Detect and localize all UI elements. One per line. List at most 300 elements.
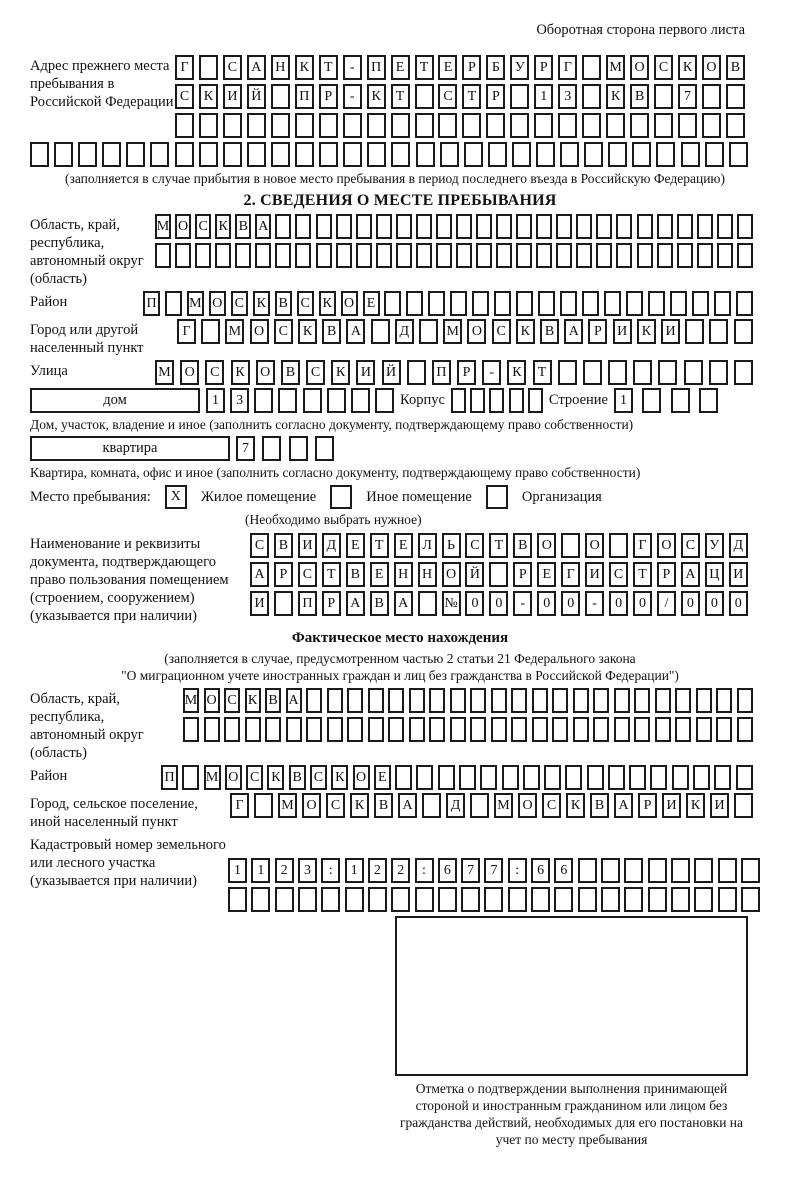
form-cell[interactable]	[54, 142, 73, 167]
form-cell[interactable]: К	[350, 793, 369, 818]
form-cell[interactable]	[582, 113, 601, 138]
form-cell[interactable]	[536, 214, 552, 239]
form-cell[interactable]	[702, 84, 721, 109]
form-cell[interactable]	[608, 765, 625, 790]
form-cell[interactable]: О	[256, 360, 275, 385]
form-cell[interactable]	[671, 858, 690, 883]
form-cell[interactable]	[489, 562, 508, 587]
form-cell[interactable]	[657, 214, 673, 239]
form-cell[interactable]	[286, 717, 302, 742]
form-cell[interactable]	[78, 142, 97, 167]
form-cell[interactable]: У	[705, 533, 724, 558]
form-cell[interactable]	[694, 858, 713, 883]
form-cell[interactable]: С	[297, 291, 314, 316]
form-cell[interactable]	[502, 765, 519, 790]
form-cell[interactable]: С	[175, 84, 194, 109]
form-cell[interactable]: 7	[678, 84, 697, 109]
form-cell[interactable]	[315, 436, 334, 461]
form-cell[interactable]: А	[614, 793, 633, 818]
form-cell[interactable]	[657, 243, 673, 268]
form-cell[interactable]	[416, 243, 432, 268]
form-cell[interactable]	[624, 887, 643, 912]
form-cell[interactable]: Р	[513, 562, 532, 587]
form-cell[interactable]	[609, 533, 628, 558]
form-cell[interactable]	[684, 360, 703, 385]
form-cell[interactable]: М	[606, 55, 625, 80]
form-cell[interactable]	[509, 388, 524, 413]
form-cell[interactable]	[271, 84, 290, 109]
form-cell[interactable]: В	[235, 214, 251, 239]
form-cell[interactable]	[593, 717, 609, 742]
form-cell[interactable]: И	[662, 793, 681, 818]
form-cell[interactable]	[532, 717, 548, 742]
form-cell[interactable]: М	[155, 360, 174, 385]
form-cell[interactable]: В	[275, 291, 292, 316]
form-cell[interactable]: В	[322, 319, 341, 344]
form-cell[interactable]	[438, 887, 457, 912]
form-cell[interactable]: В	[630, 84, 649, 109]
form-cell[interactable]	[409, 717, 425, 742]
form-cell[interactable]	[255, 243, 271, 268]
form-cell[interactable]: С	[195, 214, 211, 239]
form-cell[interactable]: И	[250, 591, 269, 616]
form-cell[interactable]: С	[326, 793, 345, 818]
form-cell[interactable]: 1	[345, 858, 364, 883]
form-cell[interactable]	[347, 688, 363, 713]
form-cell[interactable]: :	[508, 858, 527, 883]
form-cell[interactable]	[630, 113, 649, 138]
form-cell[interactable]: С	[274, 319, 293, 344]
form-cell[interactable]	[737, 214, 753, 239]
form-cell[interactable]: С	[310, 765, 327, 790]
form-cell[interactable]: 2	[275, 858, 294, 883]
form-cell[interactable]: 6	[438, 858, 457, 883]
form-cell[interactable]: Б	[486, 55, 505, 80]
form-cell[interactable]: К	[637, 319, 656, 344]
form-cell[interactable]	[183, 717, 199, 742]
form-cell[interactable]: А	[681, 562, 700, 587]
form-cell[interactable]	[303, 388, 322, 413]
form-cell[interactable]: 7	[484, 858, 503, 883]
form-cell[interactable]: Е	[391, 55, 410, 80]
form-cell[interactable]	[582, 55, 601, 80]
form-cell[interactable]: И	[223, 84, 242, 109]
form-cell[interactable]	[729, 142, 748, 167]
form-cell[interactable]	[251, 887, 270, 912]
form-cell[interactable]: В	[370, 591, 389, 616]
form-cell[interactable]: -	[343, 55, 362, 80]
form-cell[interactable]: Г	[561, 562, 580, 587]
form-cell[interactable]: Т	[533, 360, 552, 385]
form-cell[interactable]	[391, 887, 410, 912]
form-cell[interactable]: С	[224, 688, 240, 713]
form-cell[interactable]	[604, 291, 621, 316]
form-cell[interactable]	[637, 243, 653, 268]
form-cell[interactable]	[450, 717, 466, 742]
form-cell[interactable]: -	[513, 591, 532, 616]
form-cell[interactable]: Д	[322, 533, 341, 558]
form-cell[interactable]	[544, 765, 561, 790]
form-cell[interactable]	[696, 717, 712, 742]
form-cell[interactable]	[558, 113, 577, 138]
form-cell[interactable]	[451, 388, 466, 413]
form-cell[interactable]	[480, 765, 497, 790]
form-cell[interactable]	[388, 717, 404, 742]
form-cell[interactable]	[670, 291, 687, 316]
form-cell[interactable]	[734, 360, 753, 385]
form-cell[interactable]	[327, 717, 343, 742]
form-cell[interactable]	[456, 214, 472, 239]
form-cell[interactable]: С	[298, 562, 317, 587]
form-cell[interactable]	[601, 858, 620, 883]
form-cell[interactable]	[650, 765, 667, 790]
form-cell[interactable]: М	[155, 214, 171, 239]
form-cell[interactable]: Т	[370, 533, 389, 558]
form-cell[interactable]	[321, 887, 340, 912]
form-cell[interactable]	[516, 243, 532, 268]
form-cell[interactable]: -	[585, 591, 604, 616]
form-cell[interactable]	[419, 319, 438, 344]
form-cell[interactable]: О	[180, 360, 199, 385]
form-cell[interactable]	[345, 887, 364, 912]
form-cell[interactable]: О	[467, 319, 486, 344]
form-cell[interactable]: К	[245, 688, 261, 713]
form-cell[interactable]	[484, 887, 503, 912]
form-cell[interactable]	[215, 243, 231, 268]
form-cell[interactable]	[476, 214, 492, 239]
form-cell[interactable]: 6	[554, 858, 573, 883]
form-cell[interactable]: С	[205, 360, 224, 385]
form-cell[interactable]	[654, 84, 673, 109]
form-cell[interactable]	[685, 319, 704, 344]
form-cell[interactable]: 0	[633, 591, 652, 616]
form-cell[interactable]	[692, 291, 709, 316]
form-cell[interactable]: Д	[395, 319, 414, 344]
form-cell[interactable]	[654, 113, 673, 138]
form-cell[interactable]	[675, 717, 691, 742]
form-cell[interactable]	[532, 688, 548, 713]
form-cell[interactable]	[347, 717, 363, 742]
form-cell[interactable]: О	[518, 793, 537, 818]
form-cell[interactable]: /	[657, 591, 676, 616]
form-cell[interactable]: Н	[394, 562, 413, 587]
form-cell[interactable]: Т	[633, 562, 652, 587]
form-cell[interactable]: К	[215, 214, 231, 239]
form-cell[interactable]	[561, 533, 580, 558]
form-cell[interactable]: К	[516, 319, 535, 344]
form-cell[interactable]: 0	[729, 591, 748, 616]
form-cell[interactable]	[587, 765, 604, 790]
form-cell[interactable]: В	[590, 793, 609, 818]
form-cell[interactable]	[608, 360, 627, 385]
form-cell[interactable]: П	[143, 291, 160, 316]
form-cell[interactable]	[714, 291, 731, 316]
form-cell[interactable]: Г	[558, 55, 577, 80]
form-cell[interactable]	[578, 858, 597, 883]
form-cell[interactable]	[295, 214, 311, 239]
form-cell[interactable]	[523, 765, 540, 790]
form-cell[interactable]: М	[204, 765, 221, 790]
form-cell[interactable]: П	[295, 84, 314, 109]
form-cell[interactable]	[736, 765, 753, 790]
form-cell[interactable]	[658, 360, 677, 385]
form-cell[interactable]: 1	[206, 388, 225, 413]
form-cell[interactable]: П	[432, 360, 451, 385]
form-cell[interactable]	[371, 319, 390, 344]
form-cell[interactable]	[637, 214, 653, 239]
form-cell[interactable]: Е	[363, 291, 380, 316]
form-cell[interactable]	[407, 360, 426, 385]
form-cell[interactable]: Т	[322, 562, 341, 587]
form-cell[interactable]: С	[681, 533, 700, 558]
form-cell[interactable]: В	[513, 533, 532, 558]
form-cell[interactable]	[488, 142, 507, 167]
form-cell[interactable]	[375, 388, 394, 413]
form-cell[interactable]: Д	[446, 793, 465, 818]
form-cell[interactable]	[614, 688, 630, 713]
form-cell[interactable]	[356, 214, 372, 239]
form-cell[interactable]: К	[331, 360, 350, 385]
form-cell[interactable]	[699, 388, 718, 413]
form-cell[interactable]: В	[346, 562, 365, 587]
form-cell[interactable]: Е	[394, 533, 413, 558]
form-cell[interactable]: О	[225, 765, 242, 790]
form-cell[interactable]	[298, 887, 317, 912]
form-cell[interactable]	[489, 388, 504, 413]
form-cell[interactable]	[275, 243, 291, 268]
form-cell[interactable]	[462, 113, 481, 138]
form-cell[interactable]	[560, 291, 577, 316]
form-cell[interactable]	[494, 291, 511, 316]
form-cell[interactable]	[275, 214, 291, 239]
form-cell[interactable]	[224, 717, 240, 742]
form-cell[interactable]	[560, 142, 579, 167]
form-cell[interactable]: 2	[391, 858, 410, 883]
form-cell[interactable]	[616, 243, 632, 268]
form-cell[interactable]: 0	[537, 591, 556, 616]
form-cell[interactable]	[247, 113, 266, 138]
form-cell[interactable]	[175, 243, 191, 268]
form-cell[interactable]: К	[678, 55, 697, 80]
form-cell[interactable]: М	[278, 793, 297, 818]
form-cell[interactable]: К	[231, 360, 250, 385]
form-cell[interactable]: К	[566, 793, 585, 818]
form-cell[interactable]: 7	[461, 858, 480, 883]
form-cell[interactable]	[476, 243, 492, 268]
form-cell[interactable]	[584, 142, 603, 167]
form-cell[interactable]: В	[281, 360, 300, 385]
form-cell[interactable]	[624, 858, 643, 883]
form-cell[interactable]: О	[302, 793, 321, 818]
form-cell[interactable]	[718, 858, 737, 883]
form-cell[interactable]: Р	[588, 319, 607, 344]
form-cell[interactable]	[367, 113, 386, 138]
form-cell[interactable]	[677, 243, 693, 268]
form-cell[interactable]: 0	[561, 591, 580, 616]
form-cell[interactable]: Е	[346, 533, 365, 558]
form-cell[interactable]	[472, 291, 489, 316]
form-cell[interactable]: К	[199, 84, 218, 109]
form-cell[interactable]	[737, 717, 753, 742]
form-cell[interactable]	[388, 688, 404, 713]
form-cell[interactable]: Р	[486, 84, 505, 109]
form-cell[interactable]: П	[298, 591, 317, 616]
form-cell[interactable]	[608, 142, 627, 167]
form-cell[interactable]: Т	[415, 55, 434, 80]
form-cell[interactable]	[429, 688, 445, 713]
form-cell[interactable]	[714, 765, 731, 790]
form-cell[interactable]	[734, 793, 753, 818]
form-cell[interactable]: 0	[681, 591, 700, 616]
form-cell[interactable]	[384, 291, 401, 316]
form-cell[interactable]: :	[321, 858, 340, 883]
form-cell[interactable]	[677, 214, 693, 239]
form-cell[interactable]	[30, 142, 49, 167]
form-cell[interactable]	[496, 214, 512, 239]
form-cell[interactable]: С	[223, 55, 242, 80]
form-cell[interactable]: №	[442, 591, 461, 616]
form-cell[interactable]	[438, 113, 457, 138]
form-cell[interactable]	[391, 142, 410, 167]
form-cell[interactable]: О	[442, 562, 461, 587]
form-cell[interactable]: С	[306, 360, 325, 385]
form-cell[interactable]	[717, 214, 733, 239]
form-cell[interactable]	[306, 717, 322, 742]
form-cell[interactable]: К	[253, 291, 270, 316]
form-cell[interactable]	[436, 214, 452, 239]
form-cell[interactable]: И	[613, 319, 632, 344]
form-cell[interactable]: Г	[177, 319, 196, 344]
form-cell[interactable]	[391, 113, 410, 138]
form-cell[interactable]: Й	[247, 84, 266, 109]
form-cell[interactable]	[510, 113, 529, 138]
form-cell[interactable]	[709, 360, 728, 385]
form-cell[interactable]: Т	[489, 533, 508, 558]
form-cell[interactable]	[470, 388, 485, 413]
form-cell[interactable]	[271, 142, 290, 167]
form-cell[interactable]	[368, 717, 384, 742]
form-cell[interactable]: 6	[531, 858, 550, 883]
form-cell[interactable]	[702, 113, 721, 138]
form-cell[interactable]: :	[415, 858, 434, 883]
form-cell[interactable]: И	[729, 562, 748, 587]
form-cell[interactable]	[511, 717, 527, 742]
form-cell[interactable]: 2	[368, 858, 387, 883]
stay-option-residential-checkbox[interactable]: X	[165, 485, 187, 509]
form-cell[interactable]	[336, 214, 352, 239]
form-cell[interactable]	[556, 243, 572, 268]
form-cell[interactable]	[429, 717, 445, 742]
form-cell[interactable]	[528, 388, 543, 413]
form-cell[interactable]	[461, 887, 480, 912]
form-cell[interactable]	[697, 243, 713, 268]
form-cell[interactable]	[629, 765, 646, 790]
form-cell[interactable]	[440, 142, 459, 167]
form-cell[interactable]: А	[564, 319, 583, 344]
form-cell[interactable]	[632, 142, 651, 167]
form-cell[interactable]: Ц	[705, 562, 724, 587]
form-cell[interactable]: Т	[391, 84, 410, 109]
form-cell[interactable]	[418, 591, 437, 616]
form-cell[interactable]	[593, 688, 609, 713]
form-cell[interactable]: С	[250, 533, 269, 558]
form-cell[interactable]: М	[225, 319, 244, 344]
form-cell[interactable]	[741, 858, 760, 883]
form-cell[interactable]	[709, 319, 728, 344]
form-cell[interactable]	[565, 765, 582, 790]
form-cell[interactable]	[696, 688, 712, 713]
form-cell[interactable]	[356, 243, 372, 268]
form-cell[interactable]	[223, 113, 242, 138]
form-cell[interactable]: Е	[370, 562, 389, 587]
form-cell[interactable]	[199, 142, 218, 167]
form-cell[interactable]	[254, 793, 273, 818]
form-cell[interactable]: Р	[638, 793, 657, 818]
form-cell[interactable]	[456, 243, 472, 268]
form-cell[interactable]: -	[343, 84, 362, 109]
form-cell[interactable]: И	[710, 793, 729, 818]
form-cell[interactable]	[583, 360, 602, 385]
form-cell[interactable]	[705, 142, 724, 167]
form-cell[interactable]	[576, 214, 592, 239]
form-cell[interactable]	[102, 142, 121, 167]
form-cell[interactable]	[558, 360, 577, 385]
form-cell[interactable]: 3	[298, 858, 317, 883]
form-cell[interactable]	[409, 688, 425, 713]
form-cell[interactable]	[422, 793, 441, 818]
form-cell[interactable]	[376, 243, 392, 268]
form-cell[interactable]: И	[298, 533, 317, 558]
form-cell[interactable]	[336, 243, 352, 268]
form-cell[interactable]	[247, 142, 266, 167]
form-cell[interactable]: М	[187, 291, 204, 316]
form-cell[interactable]: Р	[319, 84, 338, 109]
form-cell[interactable]	[416, 142, 435, 167]
form-cell[interactable]	[717, 243, 733, 268]
form-cell[interactable]	[648, 291, 665, 316]
form-cell[interactable]	[199, 113, 218, 138]
form-cell[interactable]: А	[250, 562, 269, 587]
form-cell[interactable]	[265, 717, 281, 742]
form-cell[interactable]: Г	[633, 533, 652, 558]
form-cell[interactable]	[734, 319, 753, 344]
form-cell[interactable]	[235, 243, 251, 268]
form-cell[interactable]	[165, 291, 182, 316]
form-cell[interactable]	[150, 142, 169, 167]
form-cell[interactable]	[368, 688, 384, 713]
form-cell[interactable]: 1	[534, 84, 553, 109]
form-cell[interactable]: 0	[609, 591, 628, 616]
form-cell[interactable]	[415, 887, 434, 912]
form-cell[interactable]: У	[510, 55, 529, 80]
form-cell[interactable]	[573, 688, 589, 713]
form-cell[interactable]	[675, 688, 691, 713]
form-cell[interactable]: П	[367, 55, 386, 80]
stay-option-organization-checkbox[interactable]	[486, 485, 508, 509]
form-cell[interactable]	[601, 887, 620, 912]
form-cell[interactable]: 1	[614, 388, 633, 413]
form-cell[interactable]	[556, 214, 572, 239]
form-cell[interactable]: К	[298, 319, 317, 344]
form-cell[interactable]	[648, 858, 667, 883]
form-cell[interactable]	[204, 717, 220, 742]
form-cell[interactable]	[376, 214, 392, 239]
form-cell[interactable]: О	[204, 688, 220, 713]
form-cell[interactable]	[616, 214, 632, 239]
form-cell[interactable]	[195, 243, 211, 268]
form-cell[interactable]	[295, 113, 314, 138]
form-cell[interactable]: С	[465, 533, 484, 558]
